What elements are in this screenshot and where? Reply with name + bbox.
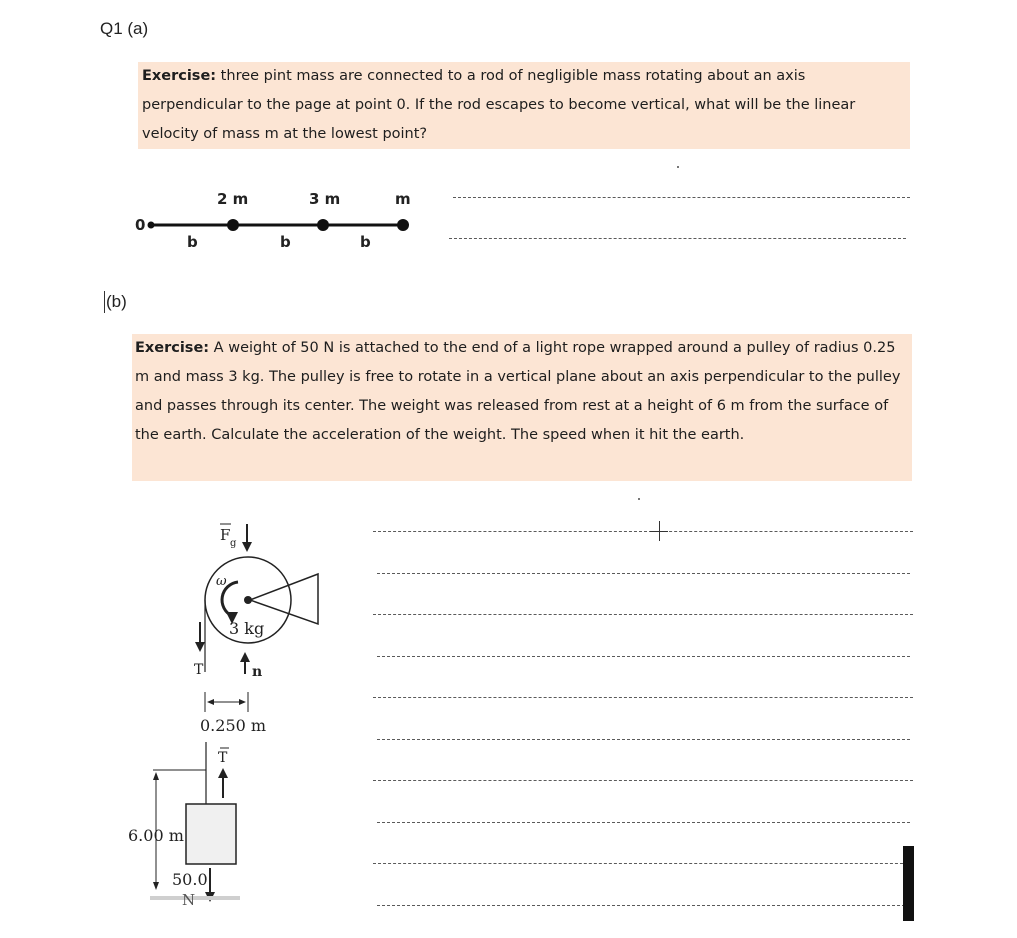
margin-bar [903,846,914,921]
answer-line [373,531,913,532]
answer-line [373,780,913,781]
text-cursor [104,291,105,313]
answer-line [373,614,913,615]
tension-block-label: T [218,750,228,766]
force-gravity-arrowhead [242,542,252,552]
answer-line [377,822,910,823]
force-gravity-subscript: g [230,538,237,549]
omega-label: ω [216,574,227,589]
answer-line [453,197,910,198]
mass-m-dot [397,219,409,231]
answer-line [377,656,910,657]
answer-line [373,697,913,698]
tension-arrowhead [195,642,205,652]
spacing-label-2: b [280,233,291,251]
exercise-b-box [132,334,912,481]
weight-value: 50.0 [172,870,208,889]
mass-3m-dot [317,219,329,231]
exercise-b-text: A weight of 50 N is attached to the end of a light rope wrapped around a pulley of radius 0.25 m and mass 3 kg. The pulley is free to rotate in a vertical plane about an axis perpendicular to the pulley and passes through its center. The weight was released from rest at a height of 6 m from the surface of the earth. Calculate the acceleration of the weight. The speed when it hit the earth. [135,340,901,443]
rod-diagram [125,180,425,260]
height-arrowhead-bottom [153,882,159,890]
part-b-label: (b) [106,292,127,311]
pulley-support [250,574,318,624]
radius-label: 0.250 m [200,716,267,735]
mass-label-m: m [395,190,411,208]
stray-mark [638,498,640,500]
pulley-axle [244,596,252,604]
answer-line [449,238,906,239]
tension-left-label: T [194,662,204,678]
question-label: Q1 (a) [100,19,149,38]
tension-up-arrowhead [218,768,228,778]
stray-mark [677,166,679,168]
exercise-a-heading: Exercise: [142,68,217,84]
answer-line [377,739,910,740]
normal-arrowhead [240,652,250,662]
answer-line [373,863,913,864]
force-gravity-label: F [220,526,231,544]
exercise-a-text: three pint mass are connected to a rod of negligible mass rotating about an axis perpendicular to the page at point 0. If the rod escapes to become vertical, what will be the linear velocity of mass m at the lowest point? [142,68,856,142]
pivot-label: 0 [135,216,146,234]
height-label: 6.00 m [128,826,184,845]
answer-line [377,905,910,906]
mass-label-2m: 2 m [217,190,249,208]
answer-line [377,573,910,574]
exercise-a-box [138,62,910,149]
radius-arrowhead-right [239,699,246,705]
text-cursor [650,531,668,532]
hanging-weight [186,804,236,864]
mass-label-3m: 3 m [309,190,341,208]
exercise-b-heading: Exercise: [135,340,210,356]
weight-unit: N [182,891,196,909]
mass-2m-dot [227,219,239,231]
radius-arrowhead-left [207,699,214,705]
pulley-mass-label: 3 kg [229,619,265,638]
pulley-diagram [120,512,340,912]
height-arrowhead-top [153,772,159,780]
normal-label: n [252,664,263,680]
spacing-label-1: b [187,233,198,251]
spacing-label-3: b [360,233,371,251]
